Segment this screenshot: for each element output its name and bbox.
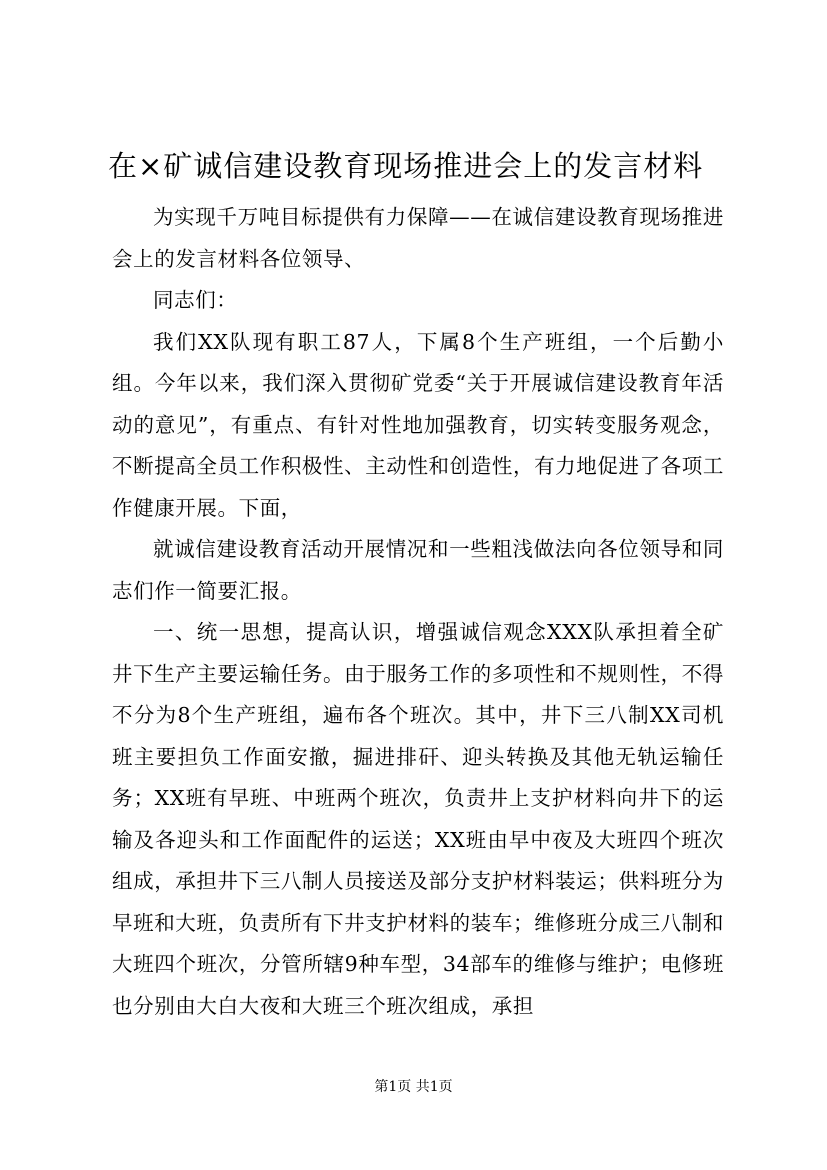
paragraph-report-intro: 就诚信建设教育活动开展情况和一些粗浅做法向各位领导和同志们作一简要汇报。 (112, 537, 724, 603)
page-number: 第1页 共1页 (374, 1079, 453, 1095)
page-footer (0, 1077, 827, 1097)
paragraph-section-one: 一、统一思想，提高认识，增强诚信观念XXX队承担着全矿井下生产主要运输任务。由于服务工作的多项性和不规则性，不得不分为8个生产班组，遍布各个班次。其中，井下三八制XX司机班主要担负工作面安撤，掘进排矸、迎头转换及其他无轨运输任务；XX班有早班、中班两个班次，负责井上支护材料向井下的运输及各迎头和工作面配件的运送；XX班由早中夜及大班四个班次组成，承担井下三八制人员接送及部分支护材料装运；供料班分为早班和大班，负责所有下井支护材料的装车；维修班分成三八制和大班四个班次，分管所辖9种车型，34部车的维修与维护；电修班也分别由大白大夜和大班三个班次组成，承担 (112, 620, 724, 1018)
document-body (112, 197, 724, 1027)
paragraph-intro: 为实现千万吨目标提供有力保障——在诚信建设教育现场推进会上的发言材料各位领导、 (112, 205, 724, 271)
paragraph-salutation: 同志们： (153, 288, 238, 312)
paragraph-overview: 我们XX队现有职工87人，下属8个生产班组，一个后勤小组。今年以来，我们深入贯彻矿党委“关于开展诚信建设教育年活动的意见”，有重点、有针对性地加强教育，切实转变服务观念，不断提高全员工作积极性、主动性和创造性，有力地促进了各项工作健康开展。下面， (112, 329, 724, 520)
document-title: 在×矿诚信建设教育现场推进会上的发言材料 (108, 149, 704, 183)
